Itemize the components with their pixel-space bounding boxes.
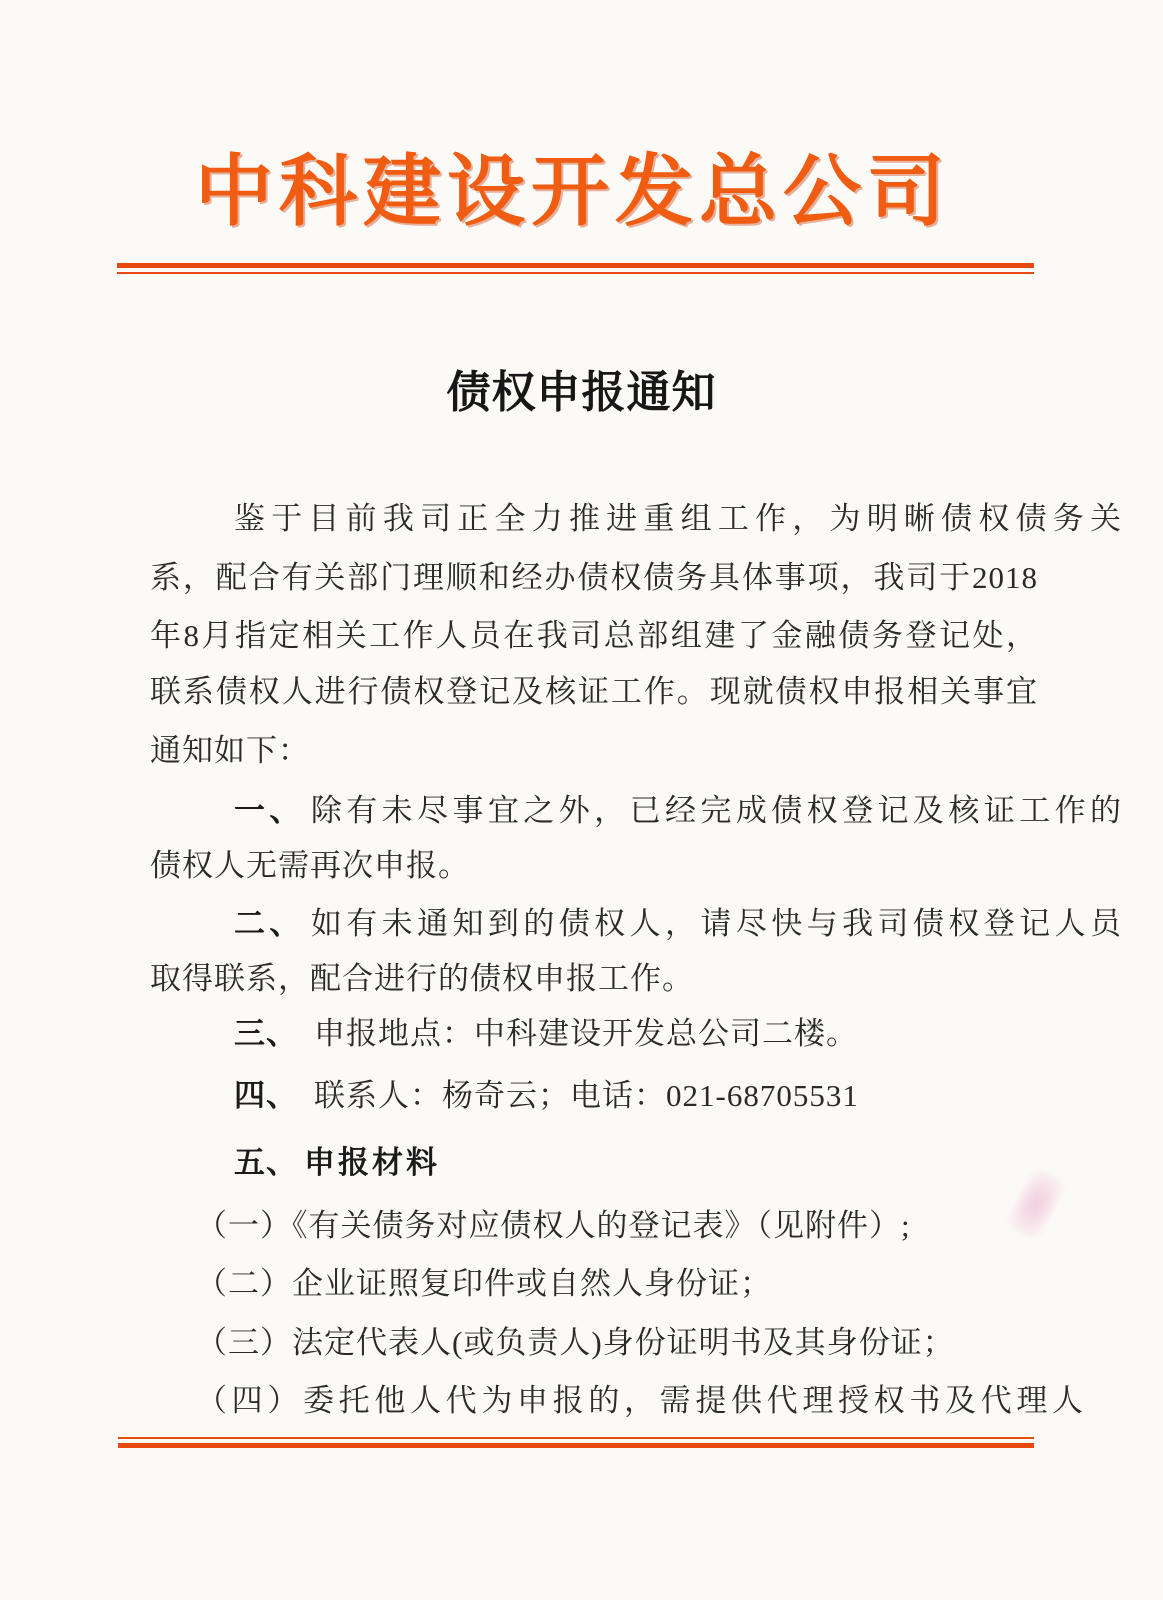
item-number: 三、 — [234, 1016, 298, 1051]
item-line-2 — [150, 904, 1122, 944]
paragraph-line — [150, 499, 1122, 539]
paragraph-line — [150, 616, 1038, 656]
item-line-3 — [150, 1014, 1122, 1054]
subitem-line-1 — [150, 1206, 1084, 1246]
line-text: 除有未尽事宜之外，已经完成债权登记及核证工作的 — [310, 793, 1123, 828]
item-line-1 — [150, 791, 1122, 831]
line-text: 年8月指定相关工作人员在我司总部组建了金融债务登记处， — [150, 618, 1038, 653]
line-text: 取得联系，配合进行的债权申报工作。 — [150, 961, 694, 996]
paragraph-line — [150, 731, 1038, 771]
line-text: 通知如下： — [150, 733, 310, 768]
header-rule-thick — [117, 263, 1034, 268]
footer-rule-thick — [118, 1443, 1034, 1448]
line-text: （三）法定代表人(或负责人)身份证明书及其身份证； — [196, 1325, 955, 1360]
paragraph-line — [150, 959, 1038, 999]
line-text: （四）委托他人代为申报的，需提供代理授权书及代理人 — [196, 1383, 1084, 1418]
line-text: （二）企业证照复印件或自然人身份证； — [196, 1266, 772, 1301]
header-rule-thin — [117, 272, 1034, 274]
item-number: 二、 — [234, 906, 305, 941]
line-text: 联系人：杨奇云；电话：021-68705531 — [314, 1078, 859, 1113]
item-line-5-heading — [150, 1143, 1122, 1183]
paragraph-line — [150, 672, 1038, 712]
paragraph-line — [150, 558, 1038, 598]
paragraph-line — [150, 846, 1038, 886]
item-number: 五、 — [234, 1145, 298, 1180]
line-text: 债权人无需再次申报。 — [150, 848, 470, 883]
line-text: 联系债权人进行债权登记及核证工作。现就债权申报相关事宜 — [150, 674, 1038, 709]
subitem-line-3 — [150, 1323, 1084, 1363]
line-text: 如有未通知到的债权人，请尽快与我司债权登记人员 — [310, 906, 1123, 941]
item-number: 四、 — [234, 1078, 298, 1113]
item-line-4 — [150, 1076, 1122, 1116]
item-number: 一、 — [234, 793, 305, 828]
line-text: 申报材料 — [304, 1145, 440, 1180]
document-title: 债权申报通知 — [446, 368, 717, 417]
subitem-line-4 — [150, 1381, 1084, 1421]
company-name: 中科建设开发总公司 — [194, 148, 951, 235]
subitem-line-2 — [150, 1264, 1084, 1304]
line-text: （一）《有关债务对应债权人的登记表》（见附件）; — [196, 1208, 911, 1243]
line-text: 系，配合有关部门理顺和经办债权债务具体事项，我司于2018 — [150, 560, 1038, 595]
line-text: 申报地点：中科建设开发总公司二楼。 — [314, 1016, 858, 1051]
footer-rule-thin — [118, 1437, 1034, 1439]
line-text: 鉴于目前我司正全力推进重组工作，为明晰债权债务关 — [234, 501, 1122, 536]
